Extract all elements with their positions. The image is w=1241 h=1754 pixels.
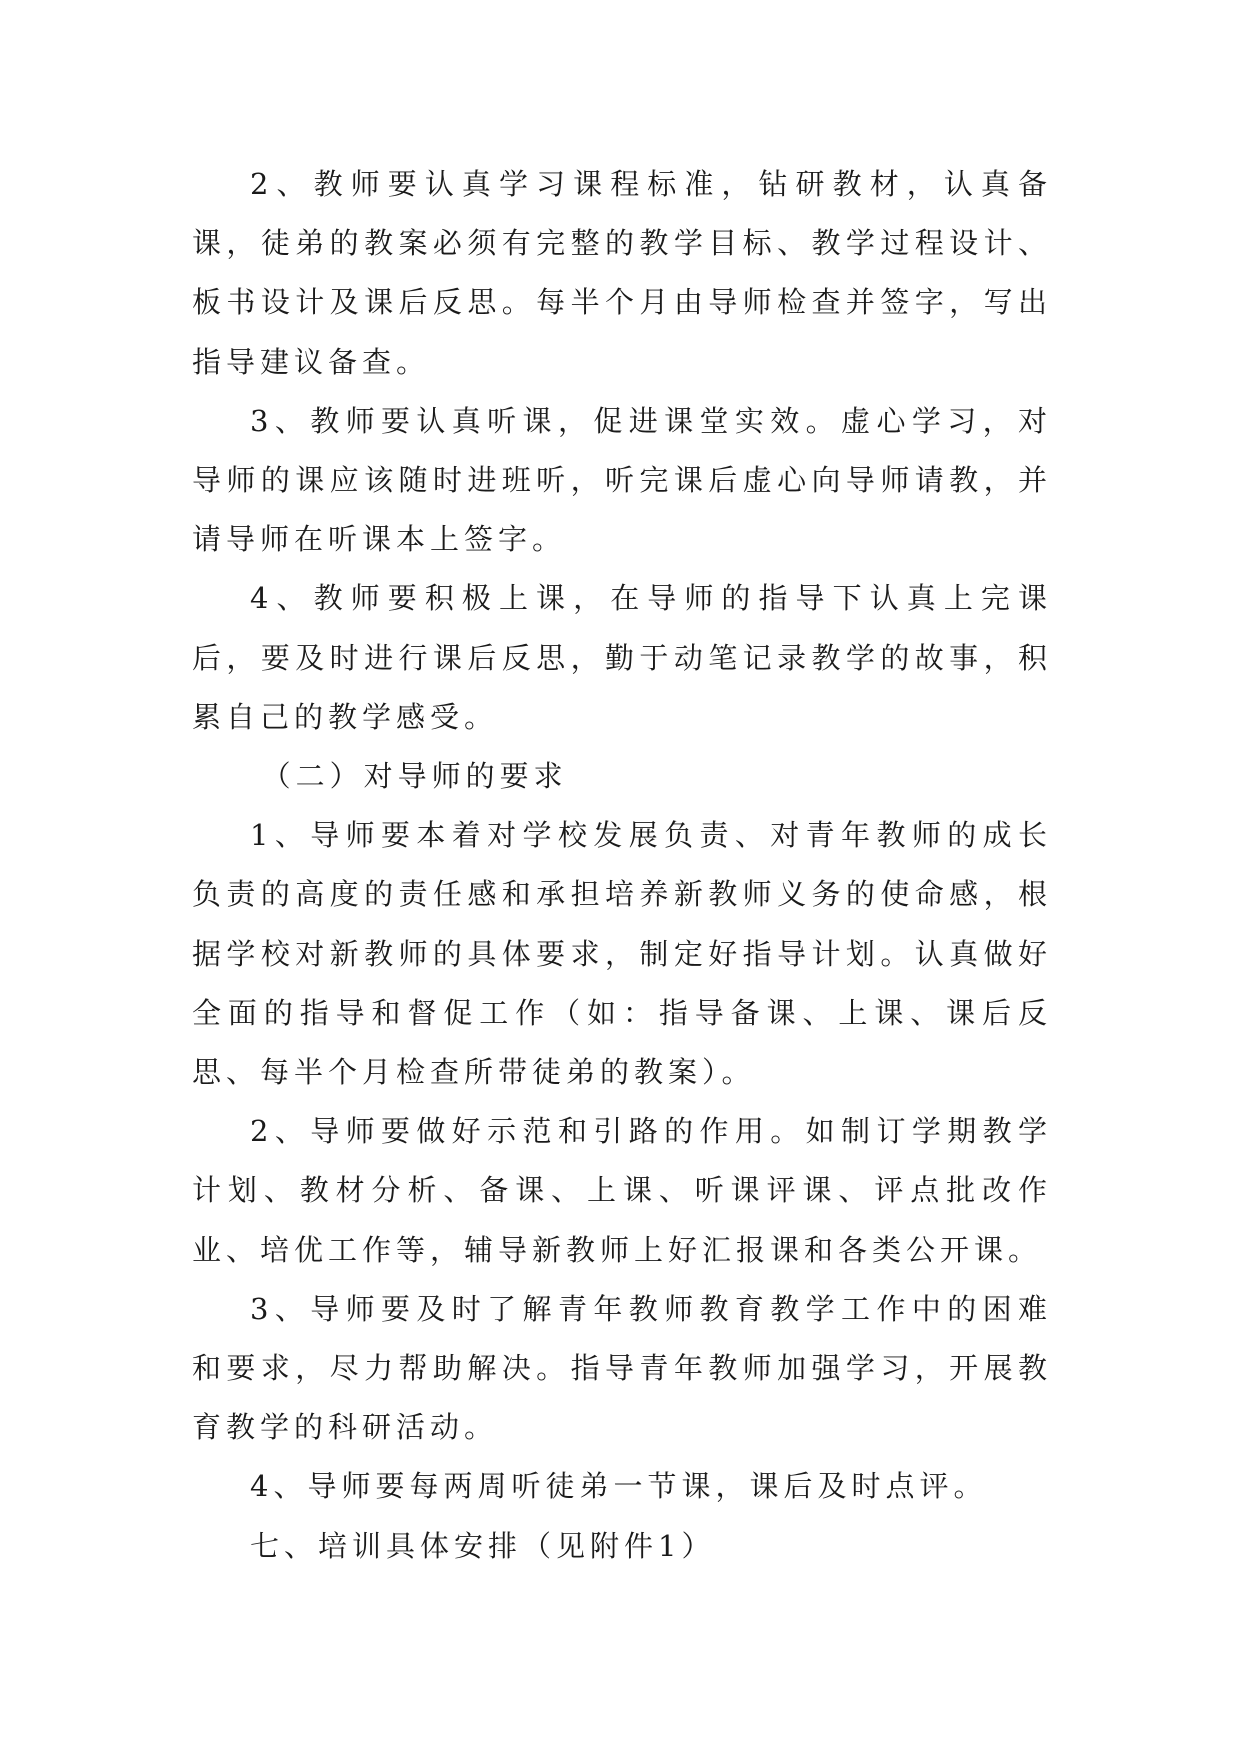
document-body [192, 155, 1052, 1576]
paragraph-student-lesson-prep: 2、教师要认真学习课程标准，钻研教材，认真备课，徒弟的教案必须有完整的教学目标、教学过程设计、板书设计及课后反思。每半个月由导师检查并签字，写出指导建议备查。 [192, 167, 1052, 379]
paragraph-mentor-support: 3、导师要及时了解青年教师教育教学工作中的困难和要求，尽力帮助解决。指导青年教师加强学习，开展教育教学的科研活动。 [192, 1291, 1052, 1445]
section-heading-mentor-requirements: （二）对导师的要求 [261, 759, 568, 794]
paragraph-student-observe-class: 3、教师要认真听课，促进课堂实效。虚心学习，对导师的课应该随时进班听，听完课后虚心向导师请教，并请导师在听课本上签字。 [192, 403, 1052, 557]
section-heading-training-schedule: 七、培训具体安排（见附件1） [250, 1528, 716, 1563]
paragraph-student-teach-class: 4、教师要积极上课，在导师的指导下认真上完课后，要及时进行课后反思，勤于动笔记录教学的故事，积累自己的教学感受。 [192, 581, 1052, 734]
paragraph-mentor-demonstration: 2、导师要做好示范和引路的作用。如制订学期教学计划、教材分析、备课、上课、听课评课、评点批改作业、培优工作等，辅导新教师上好汇报课和各类公开课。 [192, 1114, 1052, 1267]
paragraph-mentor-observation: 4、导师要每两周听徒弟一节课，课后及时点评。 [250, 1469, 988, 1504]
paragraph-mentor-responsibility: 1、导师要本着对学校发展负责、对青年教师的成长负责的高度的责任感和承担培养新教师义务的使命感，根据学校对新教师的具体要求，制定好指导计划。认真做好全面的指导和督促工作（如：指导备课、上课、课后反思、每半个月检查所带徒弟的教案）。 [192, 818, 1052, 1090]
